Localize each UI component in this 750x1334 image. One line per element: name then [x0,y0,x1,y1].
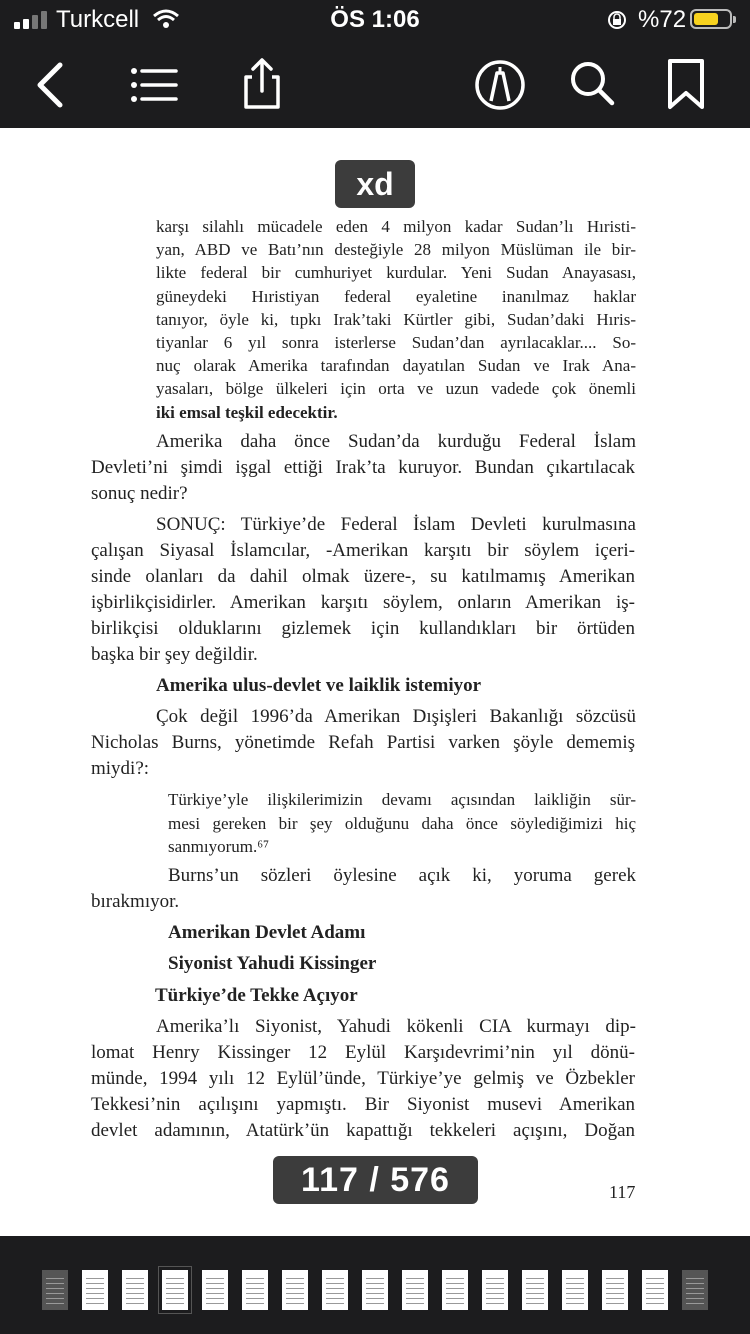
page-thumbnail[interactable] [242,1270,268,1310]
text-line: karşı silahlı mücadele eden 4 milyon kadar Sudan’lı Hıristi- [156,217,636,236]
printed-page-number: 117 [609,1182,636,1202]
page-thumbnail[interactable] [162,1270,188,1310]
page-indicator: 117 / 576 [273,1156,478,1204]
share-icon [232,55,292,115]
text-line: yasaları, bölge ülkeleri için orta ve uzun vadede çok önemli [156,379,636,398]
text-line: bırakmıyor. [91,891,180,912]
text-line: Tekkesi’nin açılışını yapmıştı. Bir Siyonist musevi Amerikan [91,1094,635,1115]
text-line: Burns’un sözleri öylesine açık ki, yoruma gerek [168,865,636,886]
text-line: Amerika’lı Siyonist, Yahudi kökenli CIA kurmayı dip- [156,1016,636,1037]
page-thumbnail[interactable] [362,1270,388,1310]
text-line: SONUÇ: Türkiye’de Federal İslam Devleti kurulmasına [156,514,636,535]
text-line: mesi gereken bir şey olduğunu daha önce söylediğimizi hiç [168,814,636,833]
text-line: münde, 1994 yılı 12 Eylül’ünde, Türkiye’ye gelmiş ve Özbekler [91,1068,635,1089]
text-line: işbirlikçisidirler. Amerikan karşıtı söylem, onların Amerikan iş- [91,592,635,613]
book-page[interactable] [0,128,750,1236]
back-icon [20,55,80,115]
page-thumbnail[interactable] [642,1270,668,1310]
status-bar [0,0,750,42]
battery-icon [690,9,732,29]
text-line: birlikçisi olduklarını gizlemek için kullandıkları bir örtüden [91,618,635,639]
back-button[interactable] [20,55,80,115]
bookmark-button[interactable] [656,55,716,115]
text-line: güneydeki Hıristiyan federal eyaletine inanılmaz haklar [156,287,636,306]
page-thumbnail[interactable] [562,1270,588,1310]
rotation-lock-icon [606,9,628,31]
page-thumbnail[interactable] [282,1270,308,1310]
text-line: Türkiye’yle ilişkilerimizin devamı açısından laikliğin sür- [168,790,636,809]
thumbnail-strip[interactable] [0,1236,750,1334]
page-thumbnail[interactable] [42,1270,68,1310]
text-line: yan, ABD ve Batı’nın desteğiyle 28 milyon Müslüman ile bir- [156,240,636,259]
page-thumbnail[interactable] [522,1270,548,1310]
search-icon [562,55,622,115]
page-thumbnail[interactable] [482,1270,508,1310]
search-button[interactable] [562,55,622,115]
text-line: Nicholas Burns, yönetimde Refah Partisi varken şöyle dememiş [91,732,635,753]
text-line: Devleti’ni şimdi işgal ettiği Irak’ta kuruyor. Bundan çıkartılacak [91,457,635,478]
page-thumbnail[interactable] [602,1270,628,1310]
bookmark-icon [656,55,716,115]
annotation-badge: xd [335,160,415,208]
battery-percentage: %72 [638,6,687,33]
carrier-name: Turkcell [56,6,140,33]
markup-icon [470,55,530,115]
text-line: Amerika daha önce Sudan’da kurduğu Federal İslam [156,431,636,452]
text-line: sonuç nedir? [91,483,188,504]
text-line: likte federal bir cumhuriyet kurdular. Yeni Sudan Anayasası, [156,263,636,282]
text-line: sanmıyorum.⁶⁷ [168,837,270,856]
section-heading: Siyonist Yahudi Kissinger [168,953,377,974]
section-heading: Amerika ulus-devlet ve laiklik istemiyor [156,675,482,696]
page-thumbnail[interactable] [442,1270,468,1310]
section-heading: Amerikan Devlet Adamı [168,922,366,943]
text-line: tiyanlar 6 yıl sonra isterlerse Sudan’dan ayrılacaklar.... So- [156,333,636,352]
text-line: tanıyor, öyle ki, tıpkı Irak’taki Kürtler gibi, Sudan’daki Hıris- [156,310,636,329]
list-icon [124,55,184,115]
text-line: iki emsal teşkil edecektir. [156,403,338,422]
text-line: çalışan Siyasal İslamcılar, -Amerikan karşıtı bir söylem içeri- [91,540,635,561]
text-line: miydi?: [91,758,150,779]
share-button[interactable] [232,55,292,115]
page-thumbnail[interactable] [122,1270,148,1310]
page-thumbnail[interactable] [682,1270,708,1310]
page-thumbnail[interactable] [402,1270,428,1310]
page-thumbnail[interactable] [82,1270,108,1310]
text-line: nuç olarak Amerika tarafından dayatılan Sudan ve Irak Ana- [156,356,636,375]
text-line: sinde olanları da dahil olmak üzere-, su katılmamış Amerikan [91,566,635,587]
text-line: devlet adamının, Atatürk’ün kapattığı tekkeleri açışını, Doğan [91,1120,635,1141]
section-heading: Türkiye’de Tekke Açıyor [155,985,358,1006]
markup-button[interactable] [470,55,530,115]
text-line: Çok değil 1996’da Amerikan Dışişleri Bakanlığı sözcüsü [156,706,636,727]
page-thumbnail[interactable] [322,1270,348,1310]
contents-button[interactable] [124,55,184,115]
text-line: başka bir şey değildir. [91,644,258,665]
top-bar [0,0,750,128]
status-time: ÖS 1:06 [330,6,420,33]
page-thumbnail[interactable] [202,1270,228,1310]
text-line: lomat Henry Kissinger 12 Eylül Karşıdevrimi’nin yıl dönü- [91,1042,635,1063]
